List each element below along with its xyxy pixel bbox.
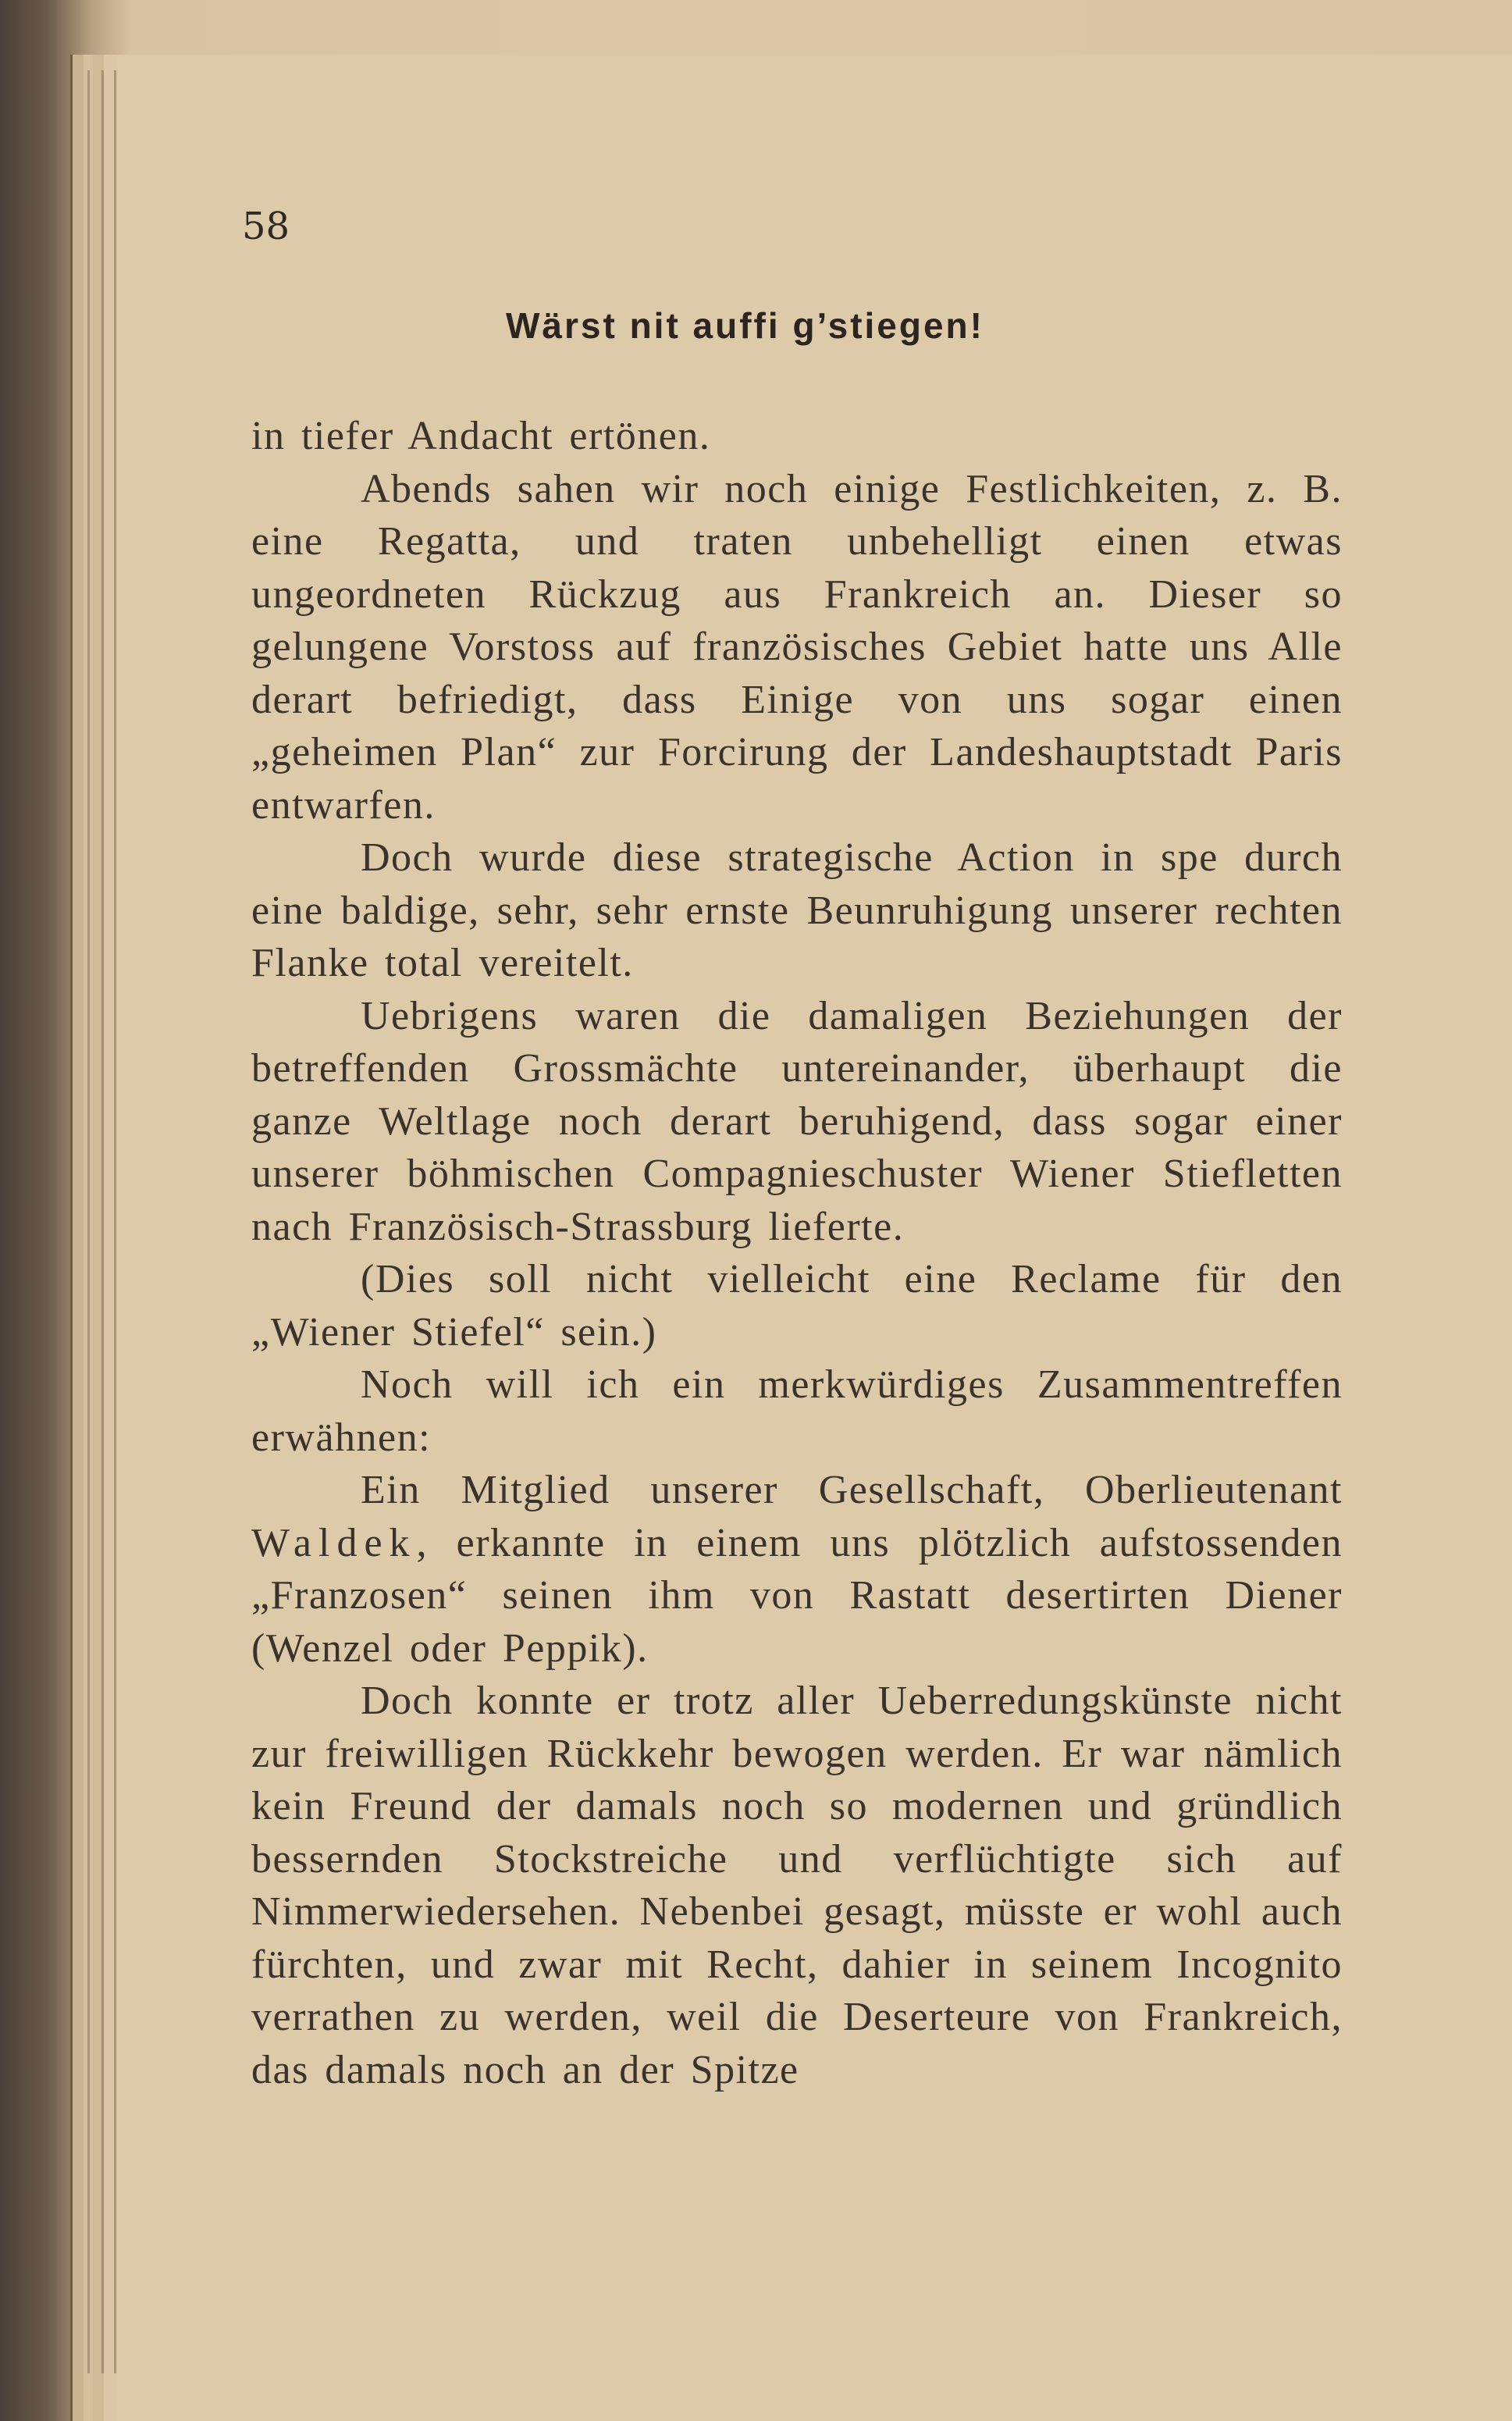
- paragraph: Doch wurde diese strategische Action in spe durch eine baldige, sehr, sehr ernste Beunruhigung unserer rechten Flanke total vereitelt.: [251, 835, 1343, 985]
- paragraph-part: Ein Mitglied unserer Gesellschaft, Oberlieutenant: [361, 1468, 1343, 1512]
- paragraph: Noch will ich ein merkwürdiges Zusammentreffen erwähnen:: [251, 1362, 1343, 1460]
- page-number: 58: [242, 205, 290, 248]
- paragraph-composite: [251, 1464, 1343, 1675]
- paragraph: Doch konnte er trotz aller Ueberredungskünste nicht zur freiwilligen Rückkehr bewogen werden. Er war nämlich kein Freund der damals noch so modernen und gründlich bessernden Stockstreiche und verflüchtigte sich auf Nimmerwiedersehen. Nebenbei gesagt, müsste er wohl auch fürchten, und zwar mit Recht, dahier in seinem Incognito verrathen zu werden, weil die Deserteure von Frankreich, das damals noch an der Spitze: [251, 1679, 1343, 2092]
- spaced-name: Waldek: [251, 1520, 417, 1565]
- paragraph: (Dies soll nicht vielleicht eine Reclame für den „Wiener Stiefel“ sein.): [251, 1257, 1343, 1355]
- page-edge-line: [101, 70, 104, 2373]
- body-text: [251, 410, 1343, 2096]
- paragraph-part: , erkannte in einem uns plötzlich aufstossenden „Franzosen“ seinen ihm von Rastatt desertirten Diener (Wenzel oder Peppik).: [251, 1520, 1343, 1671]
- page-edge-line: [114, 70, 116, 2373]
- paragraph: Uebrigens waren die damaligen Beziehungen der betreffenden Grossmächte untereinander, überhaupt die ganze Weltlage noch derart beruhigend, dass sogar einer unserer böhmischen Compagnieschuster Wiener Stiefletten nach Französisch-Strassburg lieferte.: [251, 993, 1343, 1249]
- chapter-title: Wärst nit auffi g’stiegen!: [506, 305, 984, 346]
- paragraph: Abends sahen wir noch einige Festlichkeiten, z. B. eine Regatta, und traten unbehelligt einen etwas ungeordneten Rückzug aus Frankreich an. Dieser so gelungene Vorstoss auf französisches Gebiet hatte uns Alle derart befriedigt, dass Einige von uns sogar einen „geheimen Plan“ zur Forcirung der Landeshauptstadt Paris entwarfen.: [251, 466, 1343, 828]
- page-edge-line: [87, 70, 90, 2373]
- paragraph: in tiefer Andacht ertönen.: [251, 414, 711, 458]
